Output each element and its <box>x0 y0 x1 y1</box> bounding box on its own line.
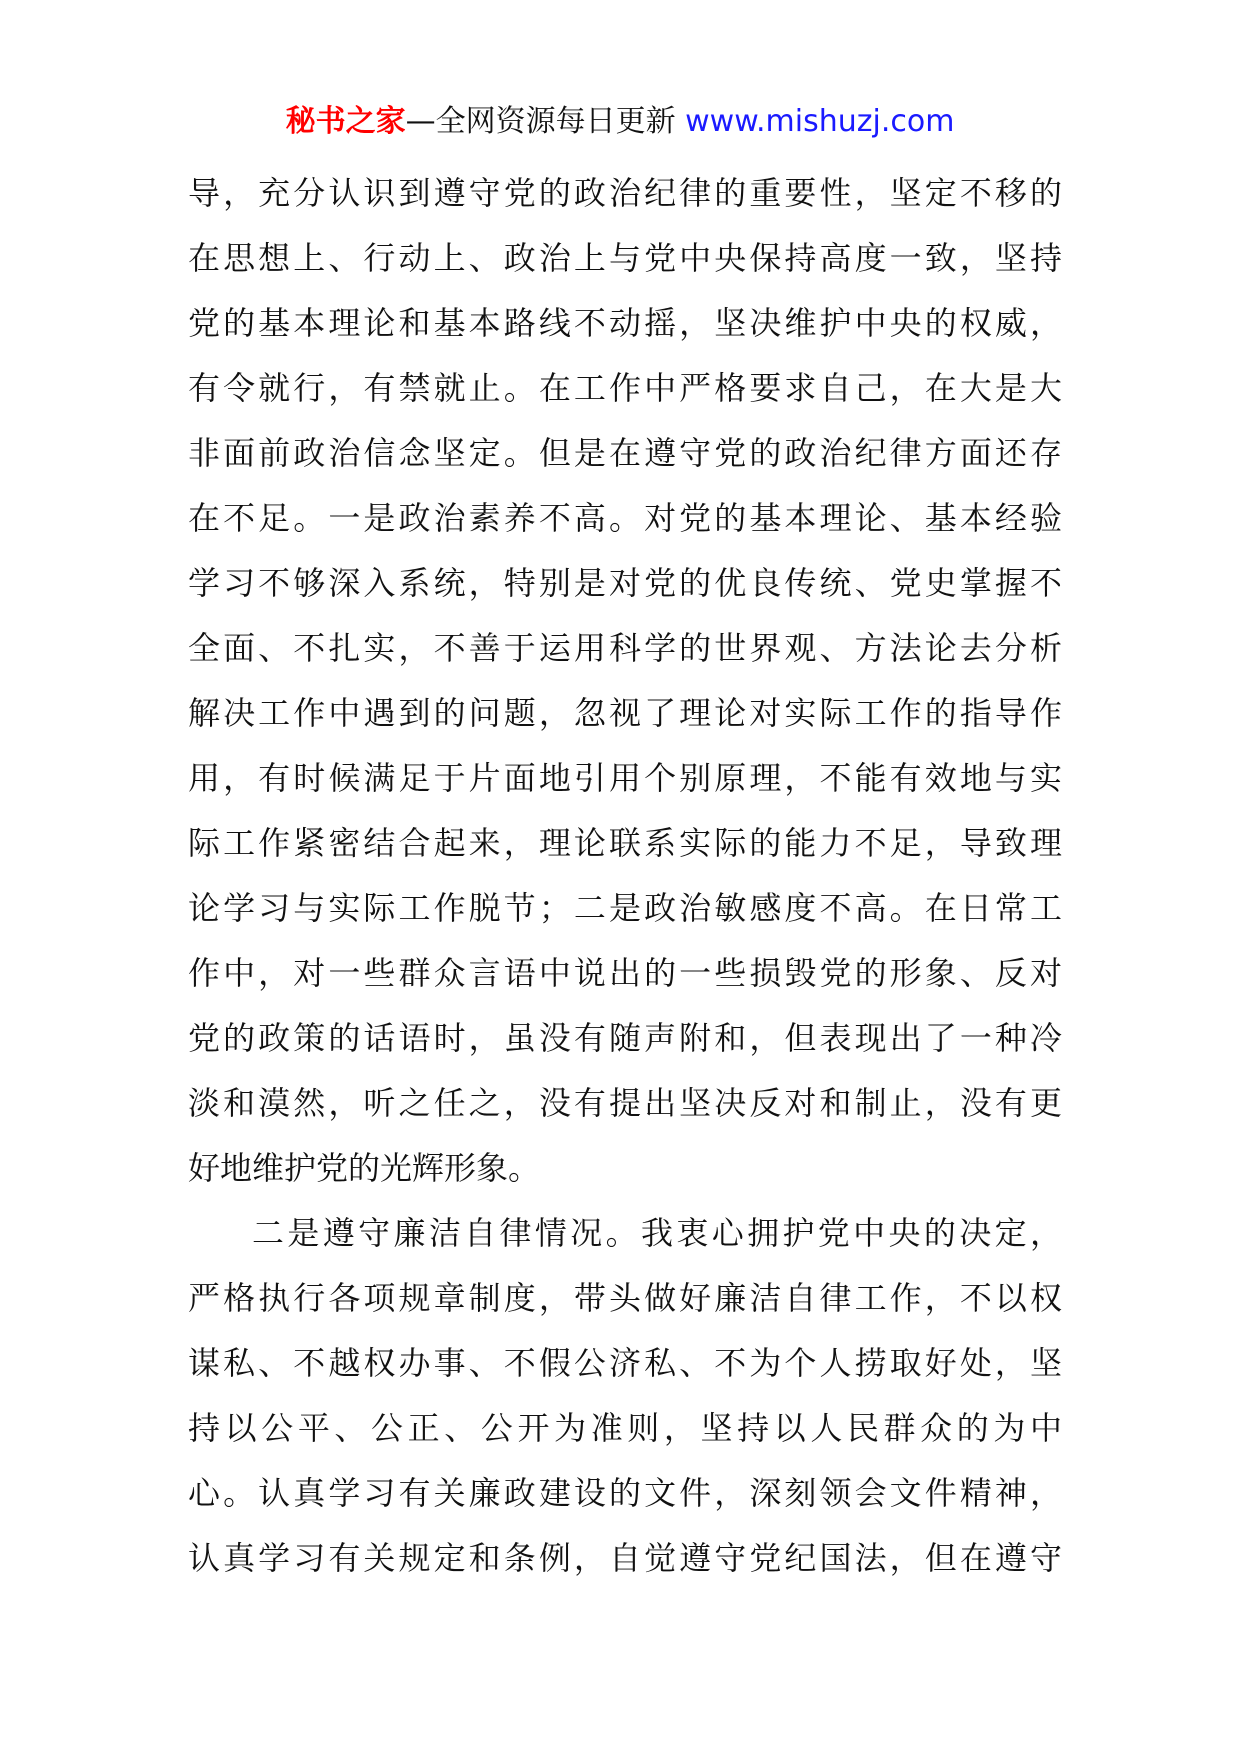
text-line: 党的政策的话语时，虽没有随声附和，但表现出了一种冷 <box>188 1019 1062 1057</box>
text-line: 党的基本理论和基本路线不动摇，坚决维护中央的权威， <box>188 304 1062 342</box>
text-line: 作中，对一些群众言语中说出的一些损毁党的形象、反对 <box>188 954 1062 992</box>
text-line: 际工作紧密结合起来，理论联系实际的能力不足，导致理 <box>188 824 1062 862</box>
text-line: 严格执行各项规章制度，带头做好廉洁自律工作，不以权 <box>188 1279 1062 1317</box>
text-line: 论学习与实际工作脱节；二是政治敏感度不高。在日常工 <box>188 889 1062 927</box>
document-body <box>188 161 1062 1591</box>
text-line: 有令就行，有禁就止。在工作中严格要求自己，在大是大 <box>188 369 1062 407</box>
text-line: 持以公平、公正、公开为准则，坚持以人民群众的为中 <box>188 1409 1062 1447</box>
text-line: 全面、不扎实，不善于运用科学的世界观、方法论去分析 <box>188 629 1062 667</box>
text-line: 在思想上、行动上、政治上与党中央保持高度一致，坚持 <box>188 239 1062 277</box>
site-brand: 秘书之家 <box>285 104 406 139</box>
text-line: 解决工作中遇到的问题，忽视了理论对实际工作的指导作 <box>188 694 1062 732</box>
paragraph-2 <box>188 1201 1062 1591</box>
text-line: 淡和漠然，听之任之，没有提出坚决反对和制止，没有更 <box>188 1084 1062 1122</box>
paragraph-1 <box>188 161 1062 1201</box>
text-line: 在不足。一是政治素养不高。对党的基本理论、基本经验 <box>188 499 1062 537</box>
text-line: 二是遵守廉洁自律情况。我衷心拥护党中央的决定， <box>252 1214 1062 1252</box>
text-line: 学习不够深入系统，特别是对党的优良传统、党史掌握不 <box>188 564 1062 602</box>
text-line: 导，充分认识到遵守党的政治纪律的重要性，坚定不移的 <box>188 174 1062 212</box>
text-line: 好地维护党的光辉形象。 <box>188 1149 541 1187</box>
text-line: 心。认真学习有关廉政建设的文件，深刻领会文件精神， <box>188 1474 1062 1512</box>
text-line: 用，有时候满足于片面地引用个别原理，不能有效地与实 <box>188 759 1062 797</box>
text-line: 认真学习有关规定和条例，自觉遵守党纪国法，但在遵守 <box>188 1539 1062 1577</box>
site-url-link[interactable]: www.mishuzj.com <box>685 104 955 139</box>
site-header <box>0 100 1240 144</box>
site-tagline: —全网资源每日更新 <box>405 104 676 139</box>
text-line: 非面前政治信念坚定。但是在遵守党的政治纪律方面还存 <box>188 434 1062 472</box>
text-line: 谋私、不越权办事、不假公济私、不为个人捞取好处，坚 <box>188 1344 1062 1382</box>
